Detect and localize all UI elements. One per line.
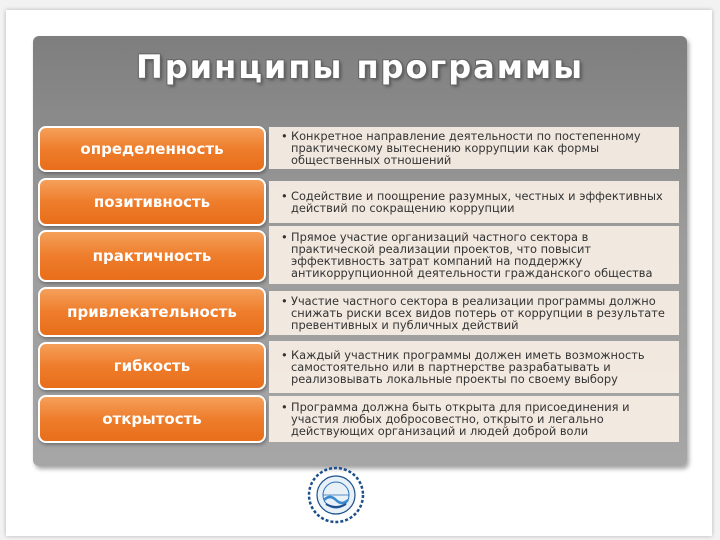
principle-label: гибкость [113, 357, 191, 375]
principle-label-box [38, 126, 266, 172]
principle-label: определенность [80, 140, 224, 158]
principle-label: открытость [102, 410, 202, 428]
principle-description-box [269, 291, 679, 335]
principle-description: • Программа должна быть открыта для присоединения и участия любых добросовестно, открыто и легально действующих организаций и людей доброй воли [291, 401, 671, 438]
principle-description: • Содействие и поощрение разумных, честных и эффективных действий по сокращению коррупции [291, 190, 671, 214]
world-integrity-emblem-icon [294, 464, 378, 526]
principle-description: • Участие частного сектора в реализации программы должно снижать риски всех видов потерь от коррупции в результате превентивных и публичных действий [291, 295, 671, 332]
principle-description: • Каждый участник программы должен иметь возможность самостоятельно или в партнерстве разрабатывать и реализовывать локальные проекты по своему выбору [291, 349, 671, 386]
principle-label-box [38, 287, 266, 337]
principle-description-box [269, 181, 679, 223]
principle-label-box [38, 395, 266, 443]
principle-description-box [269, 127, 679, 169]
principle-description: • Прямое участие организаций частного сектора в практической реализации проектов, что повысит эффективность затрат компаний на поддержку антикоррупционной деятельности гражданского общества [291, 231, 671, 280]
principle-label-box [38, 342, 266, 390]
principle-label: привлекательность [67, 303, 237, 321]
principle-label-box [38, 178, 266, 226]
principle-label-box [38, 230, 266, 282]
principle-description: • Конкретное направление деятельности по постепенному практическому вытеснению коррупции как формы общественных отношений [291, 130, 671, 167]
slide-title: Принципы программы [135, 48, 584, 86]
principle-description-box [269, 226, 679, 284]
principle-label: позитивность [93, 193, 211, 211]
principle-description-box [269, 396, 679, 442]
principle-description-box [269, 341, 679, 393]
principle-label: практичность [92, 247, 212, 265]
